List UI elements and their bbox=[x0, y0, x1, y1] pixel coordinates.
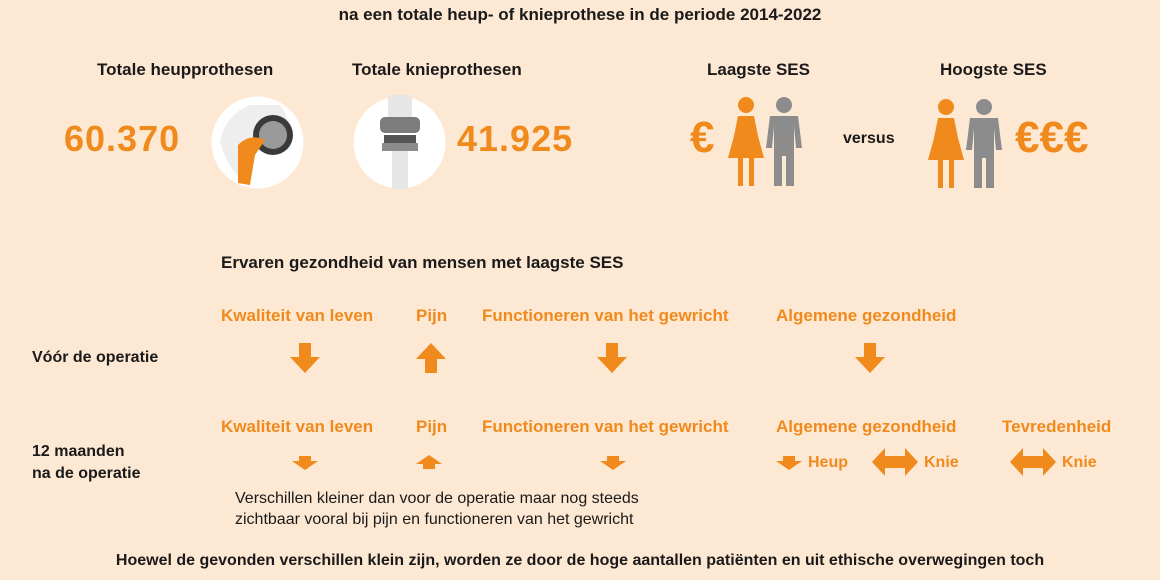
after-row-label bbox=[32, 441, 140, 485]
knee-prosthesis-icon bbox=[352, 95, 447, 190]
after-col-quality-of-life: Kwaliteit van leven bbox=[221, 417, 374, 436]
hip-prosthesis-icon bbox=[210, 95, 305, 190]
woman-man-icon bbox=[728, 96, 806, 188]
note-line-1: Verschillen kleiner dan voor de operatie maar nog steeds bbox=[235, 490, 639, 507]
small-arrow-down-icon bbox=[776, 456, 802, 470]
heup-label: Heup bbox=[808, 454, 848, 471]
satisfaction-knie-label: Knie bbox=[1062, 454, 1097, 471]
footer-text: Hoewel de gevonden verschillen klein zijn, worden ze door de hoge aantallen patiënten en uit ethische overwegingen toch bbox=[115, 552, 1045, 569]
versus-label: versus bbox=[843, 130, 895, 147]
note-line-2: zichtbaar vooral bij pijn en functioneren van het gewricht bbox=[235, 511, 634, 528]
page-subtitle: na een totale heup- of knieprothese in de periode 2014-2022 bbox=[338, 5, 822, 24]
hip-label: Totale heupprothesen bbox=[97, 60, 274, 79]
small-arrow-down-icon bbox=[600, 456, 626, 470]
knee-count: 41.925 bbox=[457, 118, 574, 159]
lowest-ses-label: Laagste SES bbox=[707, 60, 810, 79]
arrow-down-icon bbox=[290, 343, 320, 373]
section-title: Ervaren gezondheid van mensen met laagste SES bbox=[221, 253, 624, 272]
arrow-down-icon bbox=[855, 343, 885, 373]
arrow-down-icon bbox=[597, 343, 627, 373]
small-arrow-down-icon bbox=[292, 456, 318, 470]
before-col-pain: Pijn bbox=[416, 306, 448, 325]
small-arrow-up-icon bbox=[416, 455, 442, 469]
after-row-label-line1: 12 maanden bbox=[32, 443, 125, 460]
knee-label: Totale knieprothesen bbox=[352, 60, 522, 79]
before-row-label: Vóór de operatie bbox=[32, 349, 159, 366]
highest-ses-label: Hoogste SES bbox=[940, 60, 1047, 79]
after-row-label-line2: na de operatie bbox=[32, 465, 141, 482]
after-col-pain: Pijn bbox=[416, 417, 448, 436]
before-col-joint-function: Functioneren van het gewricht bbox=[482, 306, 729, 325]
arrow-up-icon bbox=[416, 343, 446, 373]
knie-label: Knie bbox=[924, 454, 959, 471]
after-col-general-health: Algemene gezondheid bbox=[776, 417, 957, 436]
low-euro-symbol: € bbox=[690, 113, 715, 162]
woman-man-icon bbox=[928, 98, 1006, 190]
note-text bbox=[235, 488, 639, 530]
hip-count: 60.370 bbox=[64, 118, 181, 159]
before-col-general-health: Algemene gezondheid bbox=[776, 306, 957, 325]
double-arrow-icon bbox=[1010, 448, 1056, 476]
high-euro-symbol: €€€ bbox=[1015, 113, 1089, 162]
after-col-joint-function: Functioneren van het gewricht bbox=[482, 417, 729, 436]
after-col-satisfaction: Tevredenheid bbox=[1002, 417, 1112, 436]
double-arrow-icon bbox=[872, 448, 918, 476]
before-col-quality-of-life: Kwaliteit van leven bbox=[221, 306, 374, 325]
